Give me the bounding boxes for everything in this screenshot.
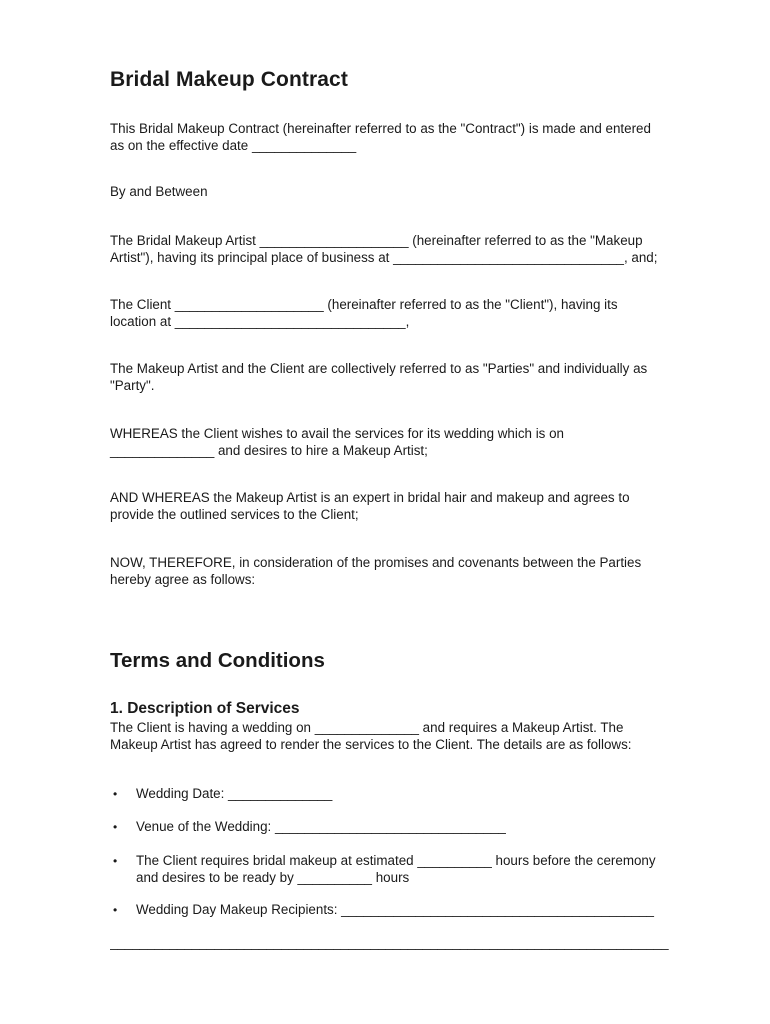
recipients-continuation-line: ___________________________________________________________________________ bbox=[110, 935, 669, 950]
bullet-icon: • bbox=[113, 820, 118, 834]
list-item-text: Venue of the Wedding: _______________________________ bbox=[136, 819, 506, 834]
intro-paragraph: This Bridal Makeup Contract (hereinafter referred to as the "Contract") is made and entered as on the effective date ______________ bbox=[110, 121, 651, 153]
bullet-icon: • bbox=[113, 787, 118, 801]
bullet-icon: • bbox=[113, 903, 118, 917]
parties-clause: The Makeup Artist and the Client are collectively referred to as "Parties" and individually as "Party". bbox=[110, 361, 648, 393]
by-and-between-text: By and Between bbox=[110, 184, 208, 199]
whereas-clause-2: AND WHEREAS the Makeup Artist is an expert in bridal hair and makeup and agrees to provide the outlined services to the Client; bbox=[110, 490, 630, 522]
list-item-text: Wedding Date: ______________ bbox=[136, 786, 333, 801]
whereas-clause-1: WHEREAS the Client wishes to avail the services for its wedding which is on ______________ and desires to hire a Makeup Artist; bbox=[110, 426, 564, 458]
terms-heading: Terms and Conditions bbox=[110, 649, 325, 672]
list-item-text: The Client requires bridal makeup at estimated __________ hours before the ceremony and desires to be ready by __________ hours bbox=[136, 853, 656, 885]
section-1-heading: 1. Description of Services bbox=[110, 700, 300, 717]
makeup-artist-clause: The Bridal Makeup Artist ____________________ (hereinafter referred to as the "Makeup Artist"), having its principal place of business at _______________________________, and; bbox=[110, 233, 658, 265]
list-item-text: Wedding Day Makeup Recipients: __________________________________________ bbox=[136, 902, 654, 917]
section-1-body: The Client is having a wedding on ______________ and requires a Makeup Artist. The Makeup Artist has agreed to render the services to the Client. The details are as follows: bbox=[110, 720, 632, 752]
now-therefore-clause: NOW, THEREFORE, in consideration of the promises and covenants between the Parties hereby agree as follows: bbox=[110, 555, 642, 587]
bullet-icon: • bbox=[113, 854, 118, 868]
document-title: Bridal Makeup Contract bbox=[110, 68, 348, 91]
client-clause: The Client ____________________ (hereinafter referred to as the "Client"), having its location at _______________________________, bbox=[110, 297, 618, 329]
